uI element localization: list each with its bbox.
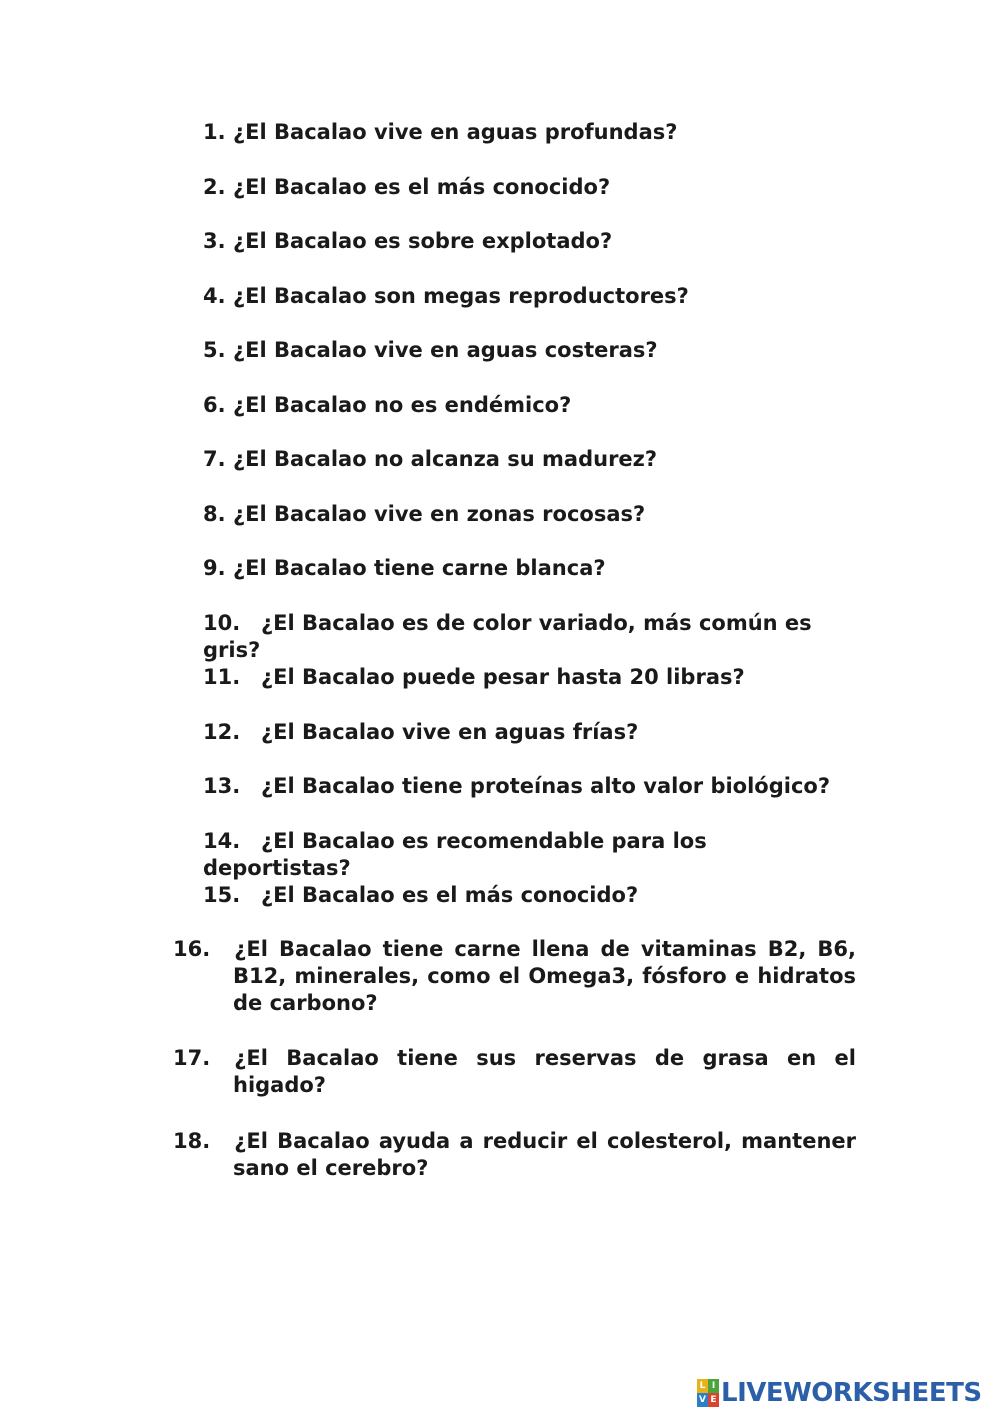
question-item <box>203 719 856 746</box>
question-item <box>203 664 856 691</box>
logo-letter: E <box>708 1393 719 1407</box>
question-item <box>173 936 856 1017</box>
question-item <box>203 337 856 364</box>
question-number: 15. <box>203 883 241 907</box>
logo-letter: I <box>708 1379 719 1393</box>
question-item <box>203 174 856 201</box>
question-text: ¿El Bacalao tiene sus reservas de grasa en el higado? <box>233 1046 856 1097</box>
question-number: 12. <box>203 720 241 744</box>
question-number: 4. <box>203 284 226 308</box>
question-number: 7. <box>203 447 226 471</box>
question-number: 10. <box>203 611 241 635</box>
question-text: ¿El Bacalao puede pesar hasta 20 libras? <box>261 665 745 689</box>
question-text: ¿El Bacalao vive en zonas rocosas? <box>233 502 646 526</box>
question-number: 14. <box>203 829 241 853</box>
question-text: ¿El Bacalao tiene carne llena de vitaminas B2, B6, B12, minerales, como el Omega3, fósforo e hidratos de carbono? <box>233 937 856 1015</box>
question-item <box>173 1045 856 1099</box>
logo-letter: L <box>697 1379 708 1393</box>
question-text: ¿El Bacalao ayuda a reducir el colesterol, mantener sano el cerebro? <box>233 1129 856 1180</box>
question-text: ¿El Bacalao es sobre explotado? <box>233 229 613 253</box>
question-number: 6. <box>203 393 226 417</box>
question-text: ¿El Bacalao vive en aguas costeras? <box>233 338 658 362</box>
question-number: 5. <box>203 338 226 362</box>
question-number: 18. <box>173 1129 211 1153</box>
question-number: 8. <box>203 502 226 526</box>
liveworksheets-logo-icon <box>697 1379 719 1407</box>
question-item <box>203 610 856 664</box>
question-text: ¿El Bacalao vive en aguas profundas? <box>233 120 678 144</box>
question-item <box>203 392 856 419</box>
question-number: 13. <box>203 774 241 798</box>
question-text: ¿El Bacalao es el más conocido? <box>261 883 639 907</box>
liveworksheets-brand <box>697 1376 982 1410</box>
question-number: 11. <box>203 665 241 689</box>
question-item <box>203 501 856 528</box>
question-text: ¿El Bacalao tiene proteínas alto valor biológico? <box>261 774 831 798</box>
question-item <box>203 828 856 882</box>
question-text: ¿El Bacalao son megas reproductores? <box>233 284 689 308</box>
question-number: 2. <box>203 175 226 199</box>
question-item <box>203 555 856 582</box>
question-number: 16. <box>173 937 211 961</box>
question-text: ¿El Bacalao tiene carne blanca? <box>233 556 606 580</box>
question-item <box>203 228 856 255</box>
question-item <box>203 119 856 146</box>
question-text: ¿El Bacalao es el más conocido? <box>233 175 611 199</box>
question-item <box>203 882 856 909</box>
question-number: 3. <box>203 229 226 253</box>
question-number: 1. <box>203 120 226 144</box>
brand-text: LIVEWORKSHEETS <box>721 1378 982 1408</box>
question-number: 17. <box>173 1046 211 1070</box>
question-item <box>203 446 856 473</box>
question-text: ¿El Bacalao no es endémico? <box>233 393 572 417</box>
question-text: ¿El Bacalao vive en aguas frías? <box>261 720 639 744</box>
logo-letter: V <box>697 1393 708 1407</box>
question-item <box>173 1128 856 1182</box>
question-item <box>203 283 856 310</box>
question-text: ¿El Bacalao es recomendable para los deportistas? <box>203 829 707 880</box>
question-text: ¿El Bacalao no alcanza su madurez? <box>233 447 658 471</box>
question-text: ¿El Bacalao es de color variado, más común es gris? <box>203 611 812 662</box>
question-number: 9. <box>203 556 226 580</box>
question-item <box>203 773 856 800</box>
